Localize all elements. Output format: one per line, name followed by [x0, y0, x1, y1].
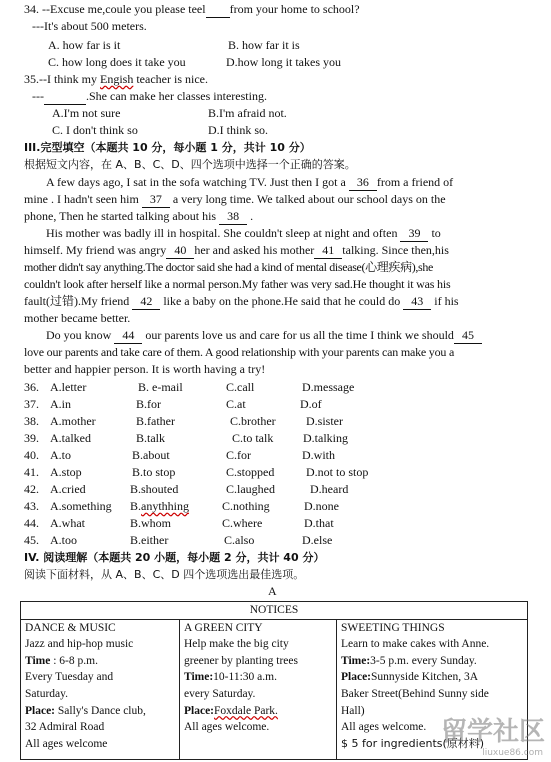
notice-line: Every Tuesday and	[25, 671, 114, 684]
option-a: A.in	[50, 397, 71, 411]
notices-title: NOTICES	[21, 602, 528, 620]
q35-option-a: A.I'm not sure	[52, 106, 121, 120]
option-b: B.whom	[130, 516, 172, 530]
option-b: B.to stop	[132, 465, 176, 479]
option-a: A.to	[50, 448, 71, 462]
notice-place: Place: Sally's Dance club,	[25, 704, 146, 717]
option-d: D.sister	[306, 414, 343, 428]
notice-line: All ages welcome.	[341, 721, 427, 734]
option-c: C.at	[226, 397, 246, 411]
blank-38: 38	[219, 209, 247, 225]
option-a: A.letter	[50, 380, 87, 394]
option-c: C.nothing	[222, 499, 270, 513]
section3-instruction: 根据短文内容，在 A、B、C、D、四个选项中选择一个正确的答案。	[24, 158, 356, 171]
section4-heading: IV. 阅读理解（本题共 20 小题，每小题 2 分，共计 40 分）	[24, 551, 325, 564]
notice-line: Help make the big city	[184, 638, 289, 651]
blank-41: 41	[314, 243, 342, 259]
option-number: 40.	[24, 448, 39, 462]
option-number: 37.	[24, 397, 39, 411]
option-c: C.laughed	[226, 482, 275, 496]
notice-heading: DANCE & MUSIC	[25, 621, 116, 634]
blank-40: 40	[166, 243, 194, 259]
notice-place: Place:Sunnyside Kitchen, 3A	[341, 671, 479, 684]
passage-line: His mother was badly ill in hospital. She couldn't sleep at night and often 39 to	[46, 226, 441, 240]
option-c: C.where	[222, 516, 263, 530]
option-number: 36.	[24, 380, 39, 394]
option-b: B.either	[130, 533, 169, 547]
notice-time: Time:3-5 p.m. every Sunday.	[341, 654, 477, 667]
option-number: 44.	[24, 516, 39, 530]
watermark-url: liuxue86.com	[482, 748, 543, 758]
option-c: C.also	[224, 533, 255, 547]
passage-line: phone, Then he started talking about his 38 .	[24, 209, 254, 223]
q35-option-b: B.I'm afraid not.	[208, 106, 287, 120]
passage-line: couldn't look after herself like a normal person.My father was very sad.He thought it was his	[24, 277, 451, 291]
passage-line: mother didn't say anything.The doctor said she had a kind of mental disease(心理疾病),she	[24, 260, 433, 274]
blank-45: 45	[454, 328, 482, 344]
option-number: 42.	[24, 482, 39, 496]
option-b: B. e-mail	[138, 380, 183, 394]
section4-instruction: 阅读下面材料，从 A、B、C、D 四个选项选出最佳选项。	[24, 568, 305, 581]
blank-44: 44	[114, 328, 142, 344]
notice-dance	[21, 619, 180, 759]
q34-reply: ---It's about 500 meters.	[32, 19, 147, 33]
option-a: A.mother	[50, 414, 96, 428]
passage-line: himself. My friend was angry 40 her and asked his mother 41 talking. Since then,his	[24, 243, 449, 257]
notice-line: Hall)	[341, 704, 365, 717]
q34-stem: 34. --Excuse me,coule you please teel from your home to school?	[24, 2, 360, 16]
passage-line: Do you know 44 our parents love us and care for us all the time I think we should 45	[46, 328, 482, 344]
option-d: D.of	[300, 397, 322, 411]
notice-line: All ages welcome	[25, 737, 108, 750]
q34-option-a: A. how far is it	[48, 38, 121, 52]
blank-43: 43	[403, 294, 431, 310]
option-c: C.brother	[230, 414, 276, 428]
option-number: 39.	[24, 431, 39, 445]
option-d: D.with	[302, 448, 335, 462]
notice-line: every Saturday.	[184, 687, 256, 700]
option-d: D.message	[302, 380, 355, 394]
q35-option-c: C. I don't think so	[52, 123, 138, 137]
passage-line: fault(过错).My friend 42 like a baby on the phone.He said that he could do 43 if his	[24, 294, 459, 308]
option-d: D.none	[304, 499, 339, 513]
option-number: 41.	[24, 465, 39, 479]
option-c: C.stopped	[226, 465, 275, 479]
option-b: B.about	[132, 448, 170, 462]
option-a: A.talked	[50, 431, 91, 445]
option-number: 38.	[24, 414, 39, 428]
option-b: B.anythhing	[130, 499, 190, 513]
option-b: B.talk	[136, 431, 165, 445]
notice-line: Saturday.	[25, 687, 69, 700]
passage-line: mother became better.	[24, 311, 131, 325]
option-a: A.something	[50, 499, 112, 513]
notice-line: Jazz and hip-hop music	[25, 638, 134, 651]
option-a: A.too	[50, 533, 77, 547]
q34-option-b: B. how far it is	[228, 38, 300, 52]
option-c: C.to talk	[232, 431, 274, 445]
passage-line: love our parents and take care of them. A good relationship with your parents can make you a	[24, 345, 455, 359]
passage-line: better and happier person. It is worth having a try!	[24, 362, 266, 376]
notice-line: Learn to make cakes with Anne.	[341, 638, 490, 651]
option-d: D.talking	[303, 431, 348, 445]
option-number: 43.	[24, 499, 39, 513]
blank-42: 42	[132, 294, 160, 310]
passage-line: mine . I hadn't seen him 37 a very long time. We talked about our school days on the	[24, 192, 446, 206]
option-d: D.that	[304, 516, 334, 530]
q34-option-c: C. how long does it take you	[48, 55, 186, 69]
q35-reply: --- .She can make her classes interesting.	[32, 89, 267, 103]
blank-36: 36	[349, 175, 377, 191]
option-d: D.else	[302, 533, 333, 547]
notice-place: Place:Foxdale Park.	[184, 704, 278, 717]
passage-line: A few days ago, I sat in the sofa watching TV. Just then I got a 36 from a friend of	[46, 175, 454, 189]
section3-heading: III.完型填空（本题共 10 分，每小题 1 分，共计 10 分）	[24, 141, 311, 154]
part-label: A	[268, 584, 277, 598]
blank-39: 39	[400, 226, 428, 242]
q35-option-d: D.I think so.	[208, 123, 268, 137]
q34-option-d: D.how long it takes you	[226, 55, 341, 69]
option-d: D.heard	[310, 482, 349, 496]
notice-line: $ 5 for ingredients(原材料)	[341, 736, 485, 750]
blank-37: 37	[142, 192, 170, 208]
notice-line: greener by planting trees	[184, 654, 298, 667]
notice-time: Time : 6-8 p.m.	[25, 654, 98, 667]
option-c: C.for	[226, 448, 251, 462]
notice-heading: SWEETING THINGS	[341, 621, 445, 634]
watermark-logo: 留学社区	[440, 717, 545, 747]
option-d: D.not to stop	[306, 465, 369, 479]
q35-stem: 35.--I think my Engish teacher is nice.	[24, 72, 208, 86]
notice-green-city	[180, 619, 337, 759]
option-number: 45.	[24, 533, 39, 547]
notice-heading: A GREEN CITY	[184, 621, 263, 634]
notice-time: Time:10-11:30 a.m.	[184, 671, 277, 684]
option-a: A.cried	[50, 482, 86, 496]
notice-line: All ages welcome.	[184, 721, 270, 734]
option-b: B.father	[136, 414, 175, 428]
option-a: A.what	[50, 516, 85, 530]
option-b: B.for	[136, 397, 161, 411]
option-a: A.stop	[50, 465, 82, 479]
option-b: B.shouted	[130, 482, 179, 496]
option-c: C.call	[226, 380, 255, 394]
notice-line: 32 Admiral Road	[25, 721, 105, 734]
notice-line: Baker Street(Behind Sunny side	[341, 687, 489, 700]
